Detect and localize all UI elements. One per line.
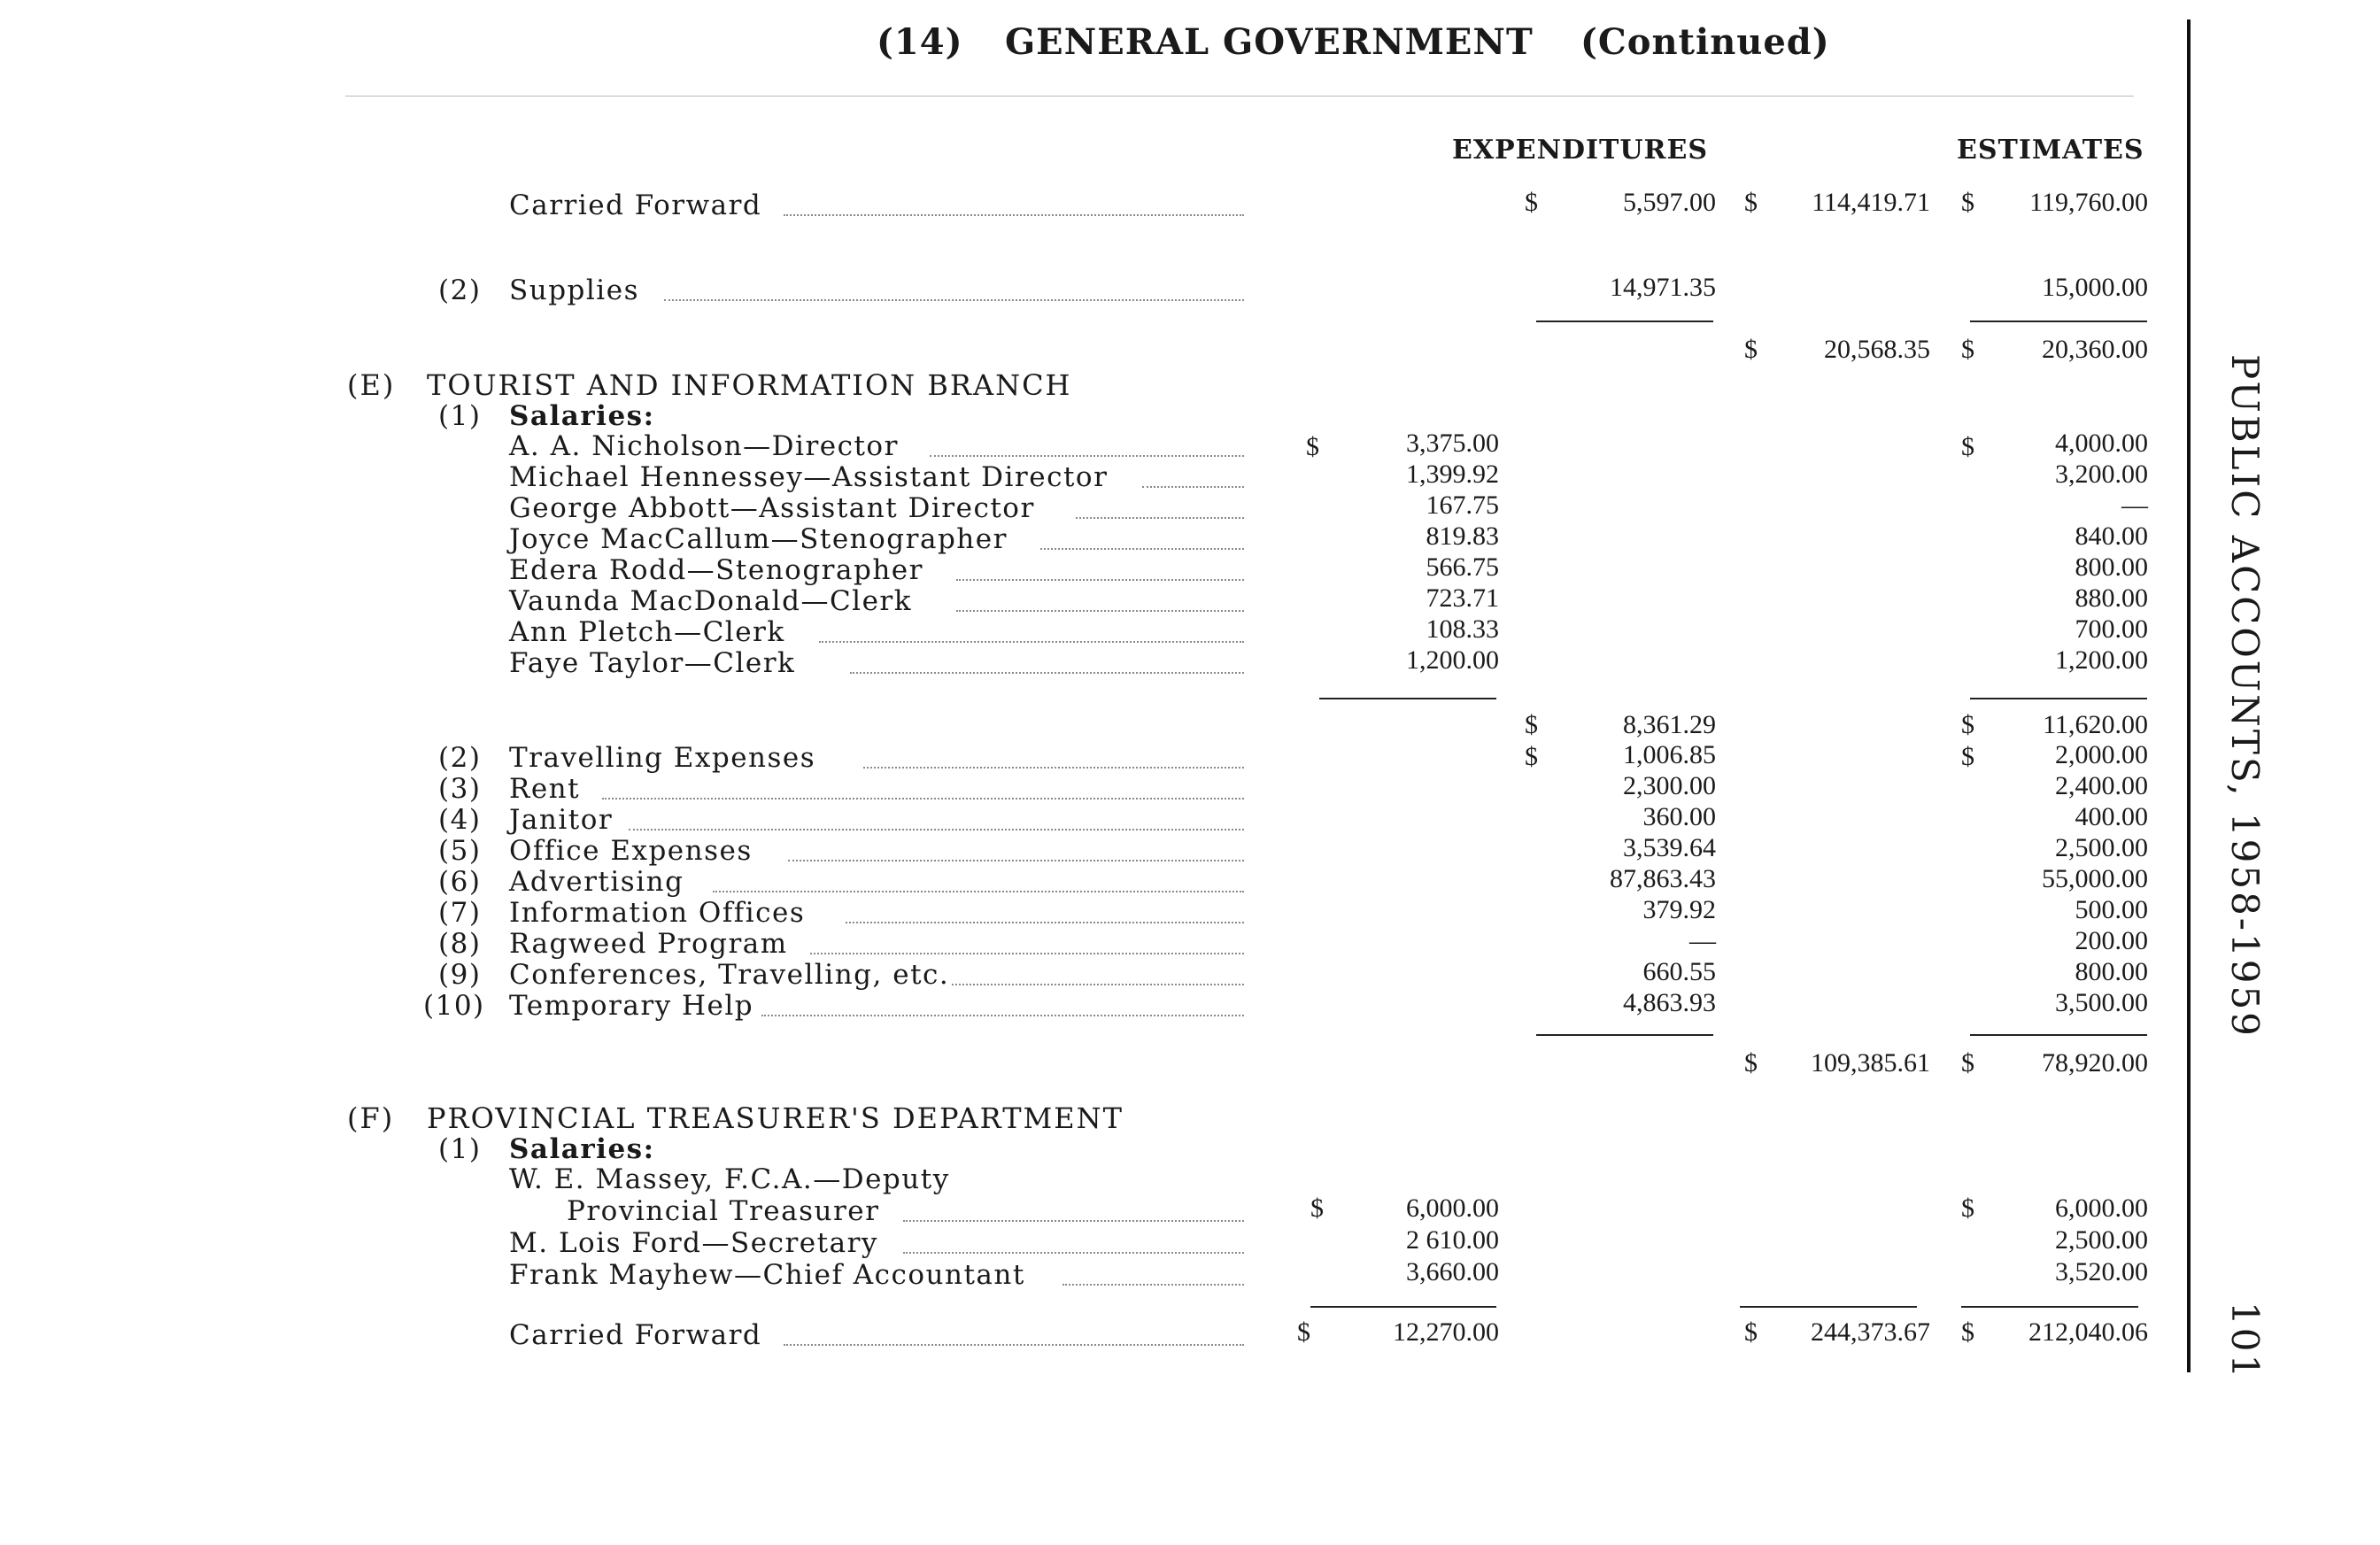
- leader-dots: [846, 922, 1244, 923]
- subtotal-rule: [1970, 1034, 2147, 1036]
- item-expenditure: —: [1689, 926, 1716, 955]
- item-number: (8): [438, 928, 482, 960]
- salaries-heading: Salaries:: [509, 400, 655, 432]
- leader-dots: [903, 1220, 1244, 1222]
- staff-estimate: 840.00: [2075, 521, 2148, 551]
- leader-dots: [664, 299, 1244, 301]
- brought-forward-c4: 119,760.00: [2029, 188, 2148, 217]
- staff-estimate: —: [2121, 491, 2148, 520]
- dollar-sign: $: [1961, 432, 1974, 461]
- subtotal-rule: [1310, 1306, 1496, 1308]
- staff-estimate: 700.00: [2075, 614, 2148, 644]
- staff-expenditure: 3,375.00: [1406, 429, 1499, 458]
- leader-dots: [784, 214, 1244, 216]
- staff-expenditure: 2 610.00: [1406, 1225, 1499, 1255]
- carried-forward-c1: 12,270.00: [1393, 1317, 1499, 1347]
- item-estimate: 800.00: [2075, 957, 2148, 986]
- item-estimate: 2,000.00: [2055, 740, 2148, 769]
- brought-forward-c3: 114,419.71: [1812, 188, 1930, 217]
- staff-expenditure: 108.33: [1426, 614, 1499, 644]
- item-number: (3): [438, 773, 482, 805]
- leader-dots: [1062, 1284, 1244, 1286]
- subtotal-rule: [1970, 321, 2147, 322]
- carried-forward-label: Carried Forward: [509, 1319, 762, 1351]
- item-expenditure: 379.92: [1642, 895, 1716, 924]
- subtotal-rule: [1319, 698, 1496, 699]
- item-label: Temporary Help: [509, 990, 754, 1022]
- leader-dots: [819, 641, 1244, 643]
- item-number: (6): [438, 866, 482, 898]
- item-label: Janitor: [509, 804, 614, 836]
- staff-name: Joyce MacCallum—Stenographer: [509, 523, 1008, 555]
- leader-dots: [952, 984, 1244, 985]
- tourist-branch-title: TOURIST AND INFORMATION BRANCH: [427, 368, 1072, 402]
- subtotal-rule: [1961, 1306, 2138, 1308]
- subtotal-rule: [1536, 321, 1713, 322]
- dollar-sign: $: [1525, 188, 1538, 217]
- staff-name: Vaunda MacDonald—Clerk: [509, 585, 913, 617]
- page-title: GENERAL GOVERNMENT: [1005, 21, 1534, 63]
- staff-estimate: 1,200.00: [2055, 645, 2148, 675]
- tourist-salaries-total-c4: 11,620.00: [2043, 710, 2148, 739]
- section-d-total-c4: 20,360.00: [2042, 335, 2148, 364]
- section-letter: (E): [347, 368, 396, 402]
- item-label: Ragweed Program: [509, 928, 788, 960]
- leader-dots: [1142, 486, 1244, 488]
- leader-dots: [761, 1015, 1244, 1016]
- staff-name: Ann Pletch—Clerk: [509, 616, 785, 648]
- dollar-sign: $: [1525, 710, 1538, 739]
- item-estimate: 2,400.00: [2055, 771, 2148, 800]
- staff-estimate: 2,500.00: [2055, 1225, 2148, 1255]
- leader-dots: [602, 798, 1244, 800]
- staff-expenditure: 1,399.92: [1406, 460, 1499, 489]
- item-expenditure: 360.00: [1642, 802, 1716, 831]
- item-expenditure: 2,300.00: [1623, 771, 1716, 800]
- item-estimate: 2,500.00: [2055, 833, 2148, 862]
- dollar-sign: $: [1961, 1194, 1974, 1223]
- leader-dots: [850, 672, 1244, 674]
- item-expenditure: 4,863.93: [1623, 988, 1716, 1017]
- supplies-label: Supplies: [509, 274, 639, 306]
- estimates-heading: ESTIMATES: [1957, 135, 2144, 166]
- leader-dots: [788, 860, 1244, 861]
- tourist-total-c3: 109,385.61: [1811, 1048, 1930, 1078]
- item-label: Travelling Expenses: [509, 742, 816, 774]
- dollar-sign: $: [1525, 742, 1538, 771]
- brought-forward-c2: 5,597.00: [1623, 188, 1716, 217]
- item-estimate: 200.00: [2075, 926, 2148, 955]
- item-estimate: 400.00: [2075, 802, 2148, 831]
- carried-forward-c3: 244,373.67: [1811, 1317, 1930, 1347]
- item-label: Office Expenses: [509, 835, 753, 867]
- dollar-sign: $: [1297, 1317, 1310, 1347]
- tourist-total-c4: 78,920.00: [2042, 1048, 2148, 1078]
- subtotal-rule: [1970, 698, 2147, 699]
- dollar-sign: $: [1306, 432, 1319, 461]
- staff-expenditure: 566.75: [1426, 552, 1499, 582]
- expenditures-heading: EXPENDITURES: [1452, 135, 1708, 166]
- item-estimate: 500.00: [2075, 895, 2148, 924]
- staff-name: Edera Rodd—Stenographer: [509, 554, 923, 586]
- carried-forward-c4: 212,040.06: [2028, 1317, 2148, 1347]
- supplies-c2: 14,971.35: [1610, 273, 1716, 302]
- staff-name: W. E. Massey, F.C.A.—Deputy: [509, 1163, 950, 1195]
- leader-dots: [956, 610, 1244, 612]
- dollar-sign: $: [1310, 1194, 1324, 1223]
- staff-name: A. A. Nicholson—Director: [509, 430, 899, 462]
- leader-dots: [956, 579, 1244, 581]
- item-expenditure: 660.55: [1642, 957, 1716, 986]
- staff-name: George Abbott—Assistant Director: [509, 492, 1035, 524]
- dollar-sign: $: [1961, 188, 1974, 217]
- item-number: (2): [438, 274, 482, 306]
- side-rule: [2187, 19, 2191, 1372]
- item-expenditure: 87,863.43: [1610, 864, 1716, 893]
- item-number: (7): [438, 897, 482, 929]
- staff-estimate: 6,000.00: [2055, 1194, 2148, 1223]
- dollar-sign: $: [1961, 335, 1974, 364]
- staff-estimate: 3,200.00: [2055, 460, 2148, 489]
- leader-dots: [784, 1344, 1244, 1346]
- leader-dots: [713, 891, 1244, 892]
- dollar-sign: $: [1744, 1048, 1758, 1078]
- staff-name: Provincial Treasurer: [567, 1195, 880, 1227]
- staff-expenditure: 1,200.00: [1406, 645, 1499, 675]
- section-letter: (F): [347, 1101, 395, 1135]
- subtotal-rule: [1740, 1306, 1917, 1308]
- staff-estimate: 800.00: [2075, 552, 2148, 582]
- tourist-salaries-total-c2: 8,361.29: [1623, 710, 1716, 739]
- leader-dots: [1076, 517, 1244, 519]
- item-expenditure: 1,006.85: [1623, 740, 1716, 769]
- dollar-sign: $: [1744, 335, 1758, 364]
- leader-dots: [810, 953, 1244, 954]
- staff-estimate: 880.00: [2075, 583, 2148, 613]
- brought-forward-label: Carried Forward: [509, 189, 762, 221]
- item-estimate: 55,000.00: [2042, 864, 2148, 893]
- leader-dots: [1040, 548, 1244, 550]
- staff-name: Frank Mayhew—Chief Accountant: [509, 1259, 1025, 1291]
- item-label: Conferences, Travelling, etc.: [509, 959, 950, 991]
- dollar-sign: $: [1744, 1317, 1758, 1347]
- staff-expenditure: 3,660.00: [1406, 1257, 1499, 1286]
- side-title: PUBLIC ACCOUNTS, 1958-1959: [2223, 354, 2267, 1039]
- dollar-sign: $: [1961, 742, 1974, 771]
- title-continued: (Continued): [1580, 21, 1830, 63]
- leader-dots: [930, 455, 1244, 457]
- dollar-sign: $: [1961, 1317, 1974, 1347]
- staff-expenditure: 723.71: [1426, 583, 1499, 613]
- staff-name: M. Lois Ford—Secretary: [509, 1227, 878, 1259]
- dollar-sign: $: [1961, 1048, 1974, 1078]
- item-number: (1): [438, 400, 482, 432]
- staff-expenditure: 167.75: [1426, 491, 1499, 520]
- item-number: (10): [423, 990, 485, 1022]
- item-estimate: 3,500.00: [2055, 988, 2148, 1017]
- leader-dots: [863, 767, 1244, 769]
- dollar-sign: $: [1744, 188, 1758, 217]
- treasurer-department-title: PROVINCIAL TREASURER'S DEPARTMENT: [427, 1101, 1124, 1135]
- dollar-sign: $: [1961, 710, 1974, 739]
- item-expenditure: 3,539.64: [1623, 833, 1716, 862]
- header-rule: [345, 96, 2134, 97]
- supplies-c4: 15,000.00: [2042, 273, 2148, 302]
- item-number: (5): [438, 835, 482, 867]
- salaries-heading: Salaries:: [509, 1133, 655, 1165]
- section-number: (14): [877, 21, 963, 63]
- item-number: (2): [438, 742, 482, 774]
- page-number: 101: [2223, 1302, 2267, 1381]
- staff-name: Michael Hennessey—Assistant Director: [509, 461, 1109, 493]
- section-d-total-c3: 20,568.35: [1824, 335, 1930, 364]
- item-number: (1): [438, 1133, 482, 1165]
- item-number: (9): [438, 959, 482, 991]
- leader-dots: [903, 1252, 1244, 1254]
- item-label: Advertising: [509, 866, 684, 898]
- staff-expenditure: 6,000.00: [1406, 1194, 1499, 1223]
- subtotal-rule: [1536, 1034, 1713, 1036]
- staff-estimate: 4,000.00: [2055, 429, 2148, 458]
- item-number: (4): [438, 804, 482, 836]
- staff-estimate: 3,520.00: [2055, 1257, 2148, 1286]
- staff-expenditure: 819.83: [1426, 521, 1499, 551]
- item-label: Information Offices: [509, 897, 806, 929]
- item-label: Rent: [509, 773, 581, 805]
- staff-name: Faye Taylor—Clerk: [509, 647, 796, 679]
- leader-dots: [629, 829, 1244, 830]
